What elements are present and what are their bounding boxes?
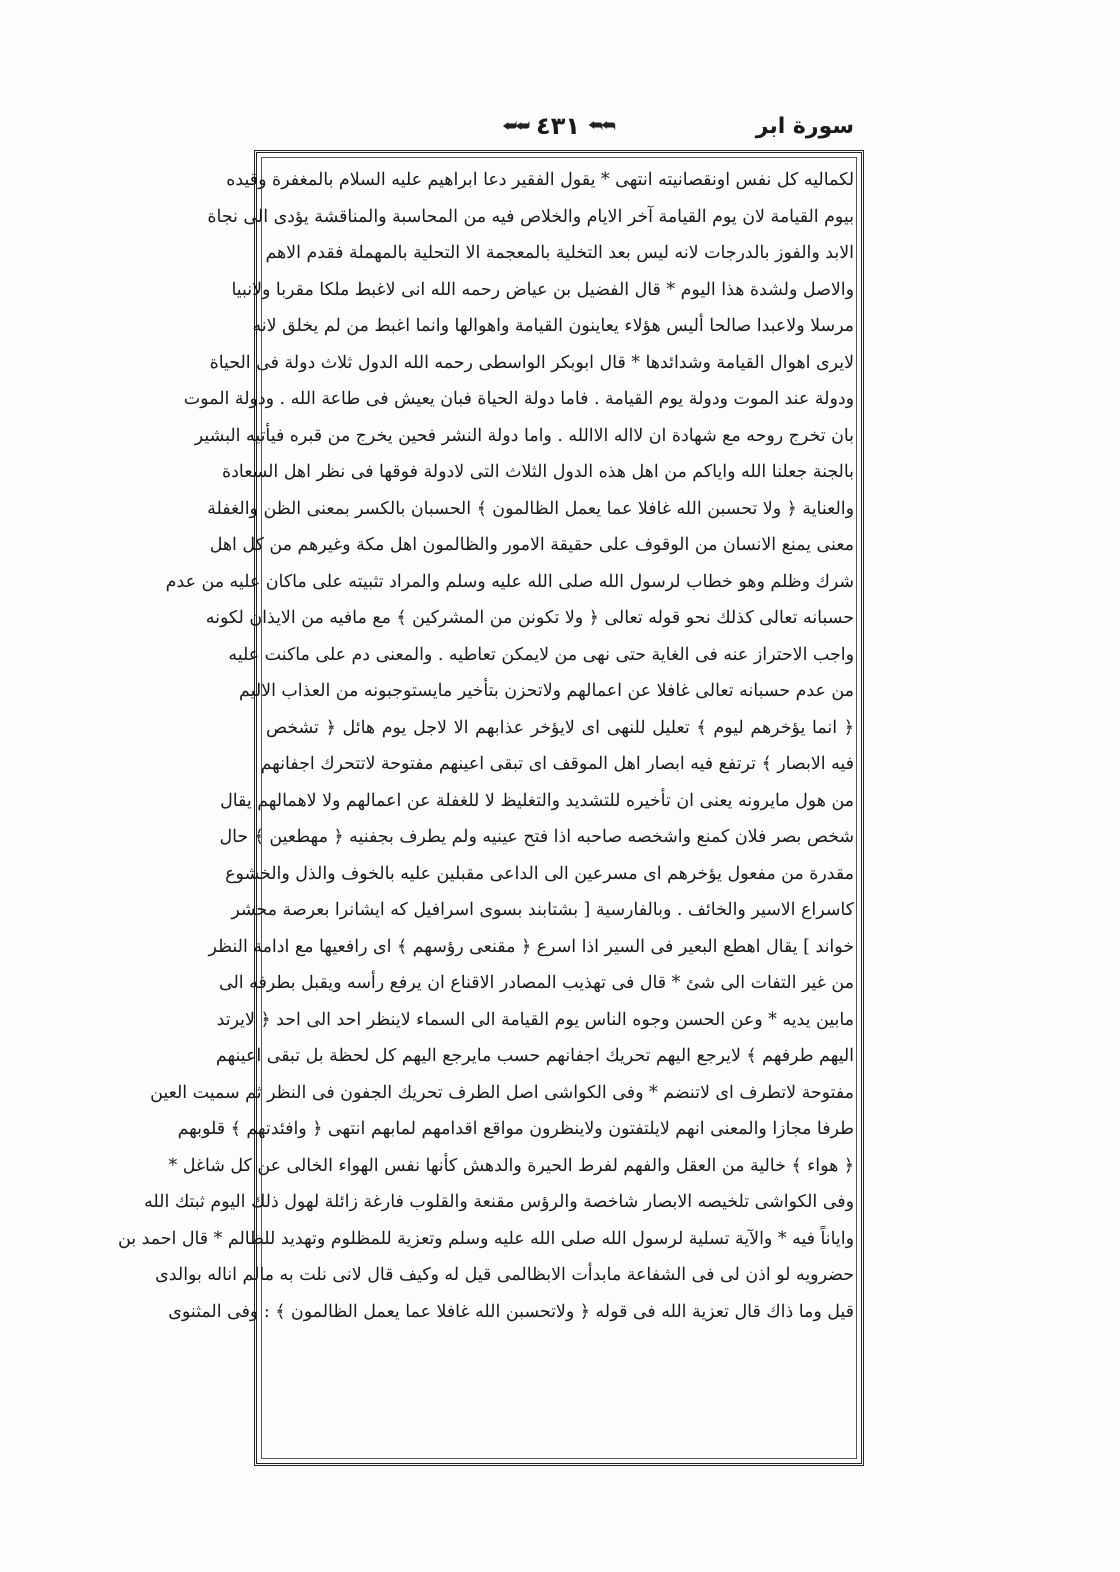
text-line: شرك وظلم وهو خطاب لرسول الله صلى الله عليه وسلم والمراد تثبيته على ماكان عليه من عدم <box>165 571 854 592</box>
text-line: ﴿ هواء ﴾ خالية من العقل والفهم لفرط الحيرة والدهش كأنها نفس الهواء الخالى عن كل شاغل * <box>168 1155 854 1176</box>
text-line: معنى يمنع الانسان من الوقوف على حقيقة الامور والظالمون اهل مكة وغيرهم من كل اهل <box>209 535 854 555</box>
text-line: من غير التفات الى شئ * قال فى تهذيب المصادر الاقناع ان يرفع رأسه ويقبل بطرفه الى <box>219 973 854 993</box>
text-line: الابد والفوز بالدرجات لانه ليس بعد التخلية بالمعجمة الا التحلية بالمهملة فقدم الاهم <box>265 243 854 263</box>
text-line: قيل وما ذاك قال تعزية الله فى قوله ﴿ ولاتحسبن الله غافلا عما يعمل الظالمون ﴾ : وفى المثنوى <box>168 1301 854 1322</box>
text-line: مرسلا ولاعبدا صالحا أليس هؤلاء يعاينون القيامة واهوالها وانما اغبط من لم يخلق لانه <box>252 316 854 336</box>
text-line: مابين يديه * وعن الحسن وجوه الناس يوم القيامة الى السماء لاينظر احد الى احد ﴿ لايرتد <box>216 1009 854 1030</box>
text-line: طرفا مجازا والمعنى انهم لايلتفتون ولاينظرون مواقع اقدامهم لمابهم انتهى ﴿ وافئدتهم ﴾ قلوبهم <box>177 1119 854 1139</box>
text-line: حسبانه تعالى كذلك نحو قوله تعالى ﴿ ولا تكونن من المشركين ﴾ مع مافيه من الايذان لكونه <box>205 608 854 628</box>
text-line: ﴿ انما يؤخرهم ليوم ﴾ تعليل للنهى اى لايؤخر عذابهم الا لاجل يوم هائل ﴿ تشخص <box>266 717 854 738</box>
text-line: واياناً فيه * والآية تسلية لرسول الله صلى الله عليه وسلم وتعزية للمظلوم وتهديد للظالم * قال احمد بن <box>117 1228 854 1249</box>
text-line: خواند ] يقال اهطع البعير فى السير اذا اسرع ﴿ مقنعى رؤسهم ﴾ اى رافعيها مع ادامة النظر <box>208 936 854 957</box>
text-line: بيوم القيامة لان يوم القيامة آخر الايام والخلاص فيه من المحاسبة والمناقشة يؤدى الى نجاة <box>207 206 854 227</box>
text-line: من هول مايرونه يعنى ان تأخيره للتشديد والتغليظ لا للغفلة عن اعمالهم ولا لاهمالهم يقال <box>220 790 854 811</box>
page-header <box>262 112 854 146</box>
text-line: وفى الكواشى تلخيصه الابصار شاخصة والرؤس مقنعة والقلوب فارغة زائلة لهول ذلك اليوم ثبتك الله <box>144 1192 854 1212</box>
right-ornament-icon: ⮪⮪ <box>587 116 614 135</box>
text-line: كاسراع الاسير والخائف . وبالفارسية [ بشتابند بسوى اسرافيل كه ايشانرا بعرصة محشر <box>231 900 854 920</box>
text-line: مقدرة من مفعول يؤخرهم اى مسرعين الى الداعى مقبلين عليه بالخوف والذل والخشوع <box>225 863 854 884</box>
page-number: ٤٣١ <box>536 112 580 140</box>
text-line: مفتوحة لاتطرف اى لاتنضم * وفى الكواشى اصل الطرف تحريك الجفون فى النظر ثم سميت العين <box>150 1082 854 1103</box>
text-line: والعناية ﴿ ولا تحسبن الله غافلا عما يعمل الظالمون ﴾ الحسبان بالكسر بمعنى الظن والغفلة <box>207 498 854 519</box>
text-line: لكماليه كل نفس اونقصانيته انتهى * يقول الفقير دعا ابراهيم عليه السلام بالمغفرة وقيده <box>226 170 854 190</box>
text-line: من عدم حسبانه تعالى غافلا عن اعمالهم ولاتحزن بتأخير مايستوجبونه من العذاب الاليم <box>239 681 854 701</box>
text-line: شخص بصر فلان كمنع واشخصه صاحبه اذا فتح عينيه ولم يطرف بجفنيه ﴿ مهطعين ﴾ حال <box>219 827 854 847</box>
text-line: لايرى اهوال القيامة وشدائدها * قال ابوبكر الواسطى رحمه الله الدول ثلاث دولة فى الحياة <box>209 352 854 373</box>
text-line: حضرويه لو اذن لى فى الشفاعة مابدأت الابظالمى قيل له وكيف قال لانى نلت به مالم اناله بوالدى <box>155 1265 854 1285</box>
text-line: فيه الابصار ﴾ ترتفع فيه ابصار اهل الموقف اى تبقى اعينهم مفتوحة لاتتحرك اجفانهم <box>260 754 854 774</box>
text-body <box>117 162 854 1458</box>
text-line: والاصل ولشدة هذا اليوم * قال الفضيل بن عياض رحمه الله انى لاغبط ملكا مقربا ولانبيا <box>231 279 854 300</box>
left-ornament-icon: ⮨⮨ <box>502 116 529 135</box>
text-line: بان تخرج روحه مع شهادة ان لااله الاالله . واما دولة النشر فحين يخرج من قبره فيأتيه البشير <box>194 425 854 446</box>
text-line: اليهم طرفهم ﴾ لايرجع اليهم تحريك اجفانهم حسب مايرجع اليهم كل لحظة بل تبقى اعينهم <box>215 1046 854 1066</box>
text-line: بالجنة جعلنا الله واياكم من اهل هذه الدول الثلاث التى لادولة فوقها فى نظر اهل السعادة <box>222 462 854 482</box>
text-line: واجب الاحتراز عنه فى الغاية حتى نهى من لايمكن تعاطيه . والمعنى دم على ماكنت عليه <box>228 644 854 665</box>
page-number-group <box>502 112 614 140</box>
text-line: ودولة عند الموت ودولة يوم القيامة . فاما دولة الحياة فبان يعيش فى طاعة الله . ودولة الموت <box>183 389 854 409</box>
surah-name: سورة ابر <box>755 114 854 139</box>
